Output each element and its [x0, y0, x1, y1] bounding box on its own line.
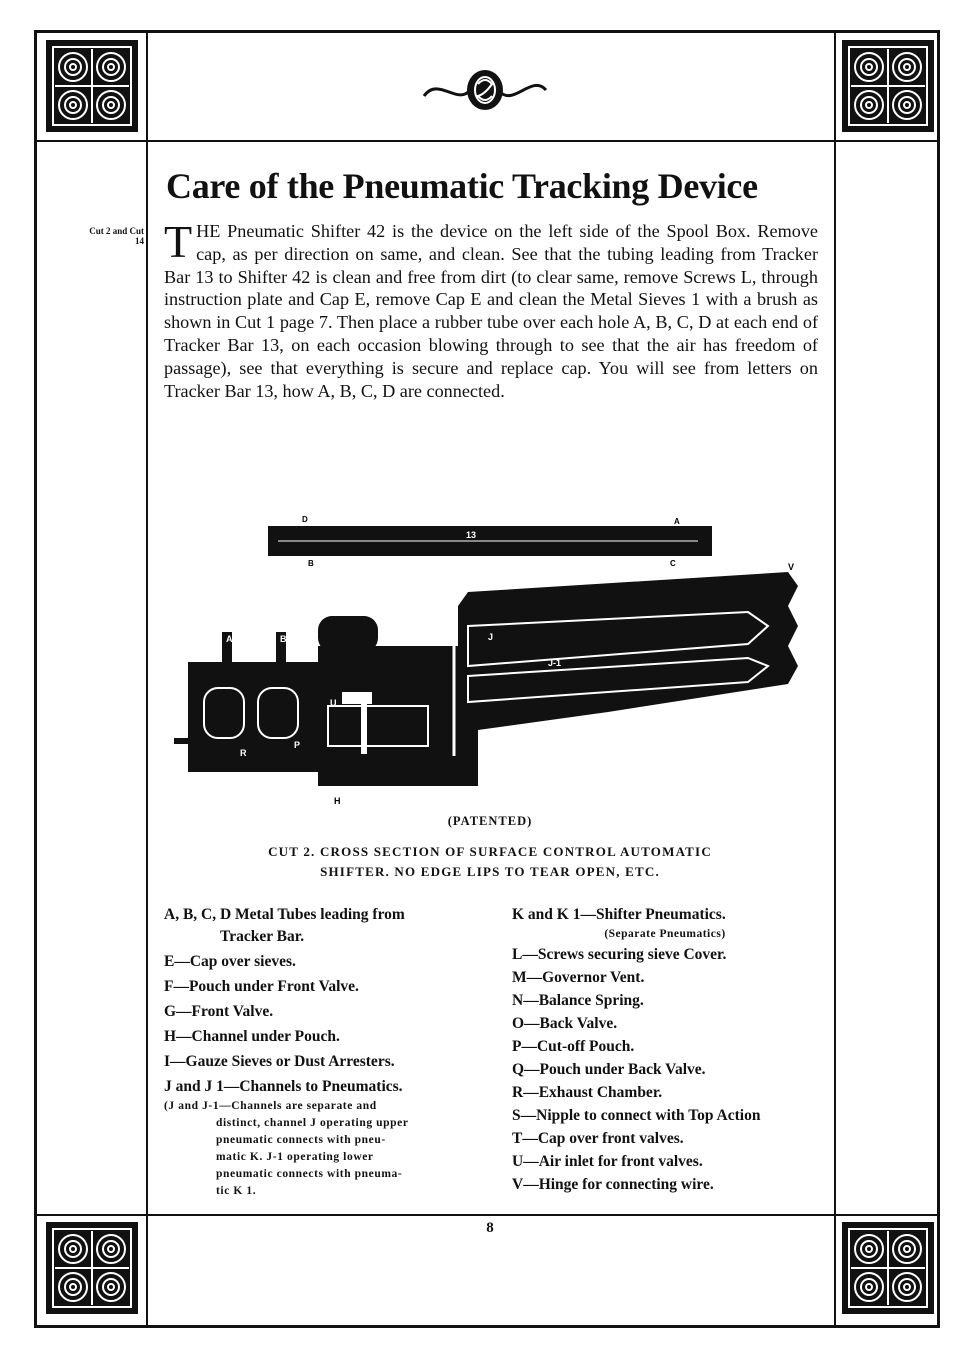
shifter-body	[188, 572, 798, 786]
corner-ornament-top-left	[46, 40, 138, 132]
page-title: Care of the Pneumatic Tracking Device	[166, 166, 758, 206]
caption-line-2: SHIFTER. NO EDGE LIPS TO TEAR OPEN, ETC.	[320, 864, 660, 879]
label-r: R	[240, 748, 247, 758]
legend-note-j-6: tic K 1.	[216, 1185, 257, 1197]
label-b-tube: B	[280, 634, 287, 644]
caption-line-1: CUT 2. CROSS SECTION OF SURFACE CONTROL AUTOMATIC	[268, 844, 712, 859]
top-margin-rule	[34, 140, 940, 142]
label-a: A	[674, 517, 680, 526]
label-u: U	[330, 698, 337, 708]
legend-item-h: H—Channel under Pouch.	[164, 1028, 340, 1045]
label-b: B	[308, 559, 314, 568]
intro-text: HE Pneumatic Shifter 42 is the device on the left side of the Spool Box. Remove cap, as per direction on same, and clean. See that the tubing leading from Tracker Bar 13 to Shifter 42 is clean and free from dirt (to clear same, remove Screws L, through instruction plate and Cap E, remove Cap E and clean the Metal Sieves 1 with a brush as shown in Cut 1 page 7. Then place a rubber tube over each hole A, B, C, D at each end of Tracker Bar 13, on each occasion blowing through to see that the air has freedom of passage), see that everything is secure and replace cap. You will see from letters on Tracker Bar 13, how A, B, C, D are connected.	[164, 221, 818, 401]
legend-item-v: V—Hinge for connecting wire.	[512, 1176, 714, 1193]
label-13: 13	[466, 530, 477, 540]
legend-right-column	[512, 904, 818, 1196]
margin-note: Cut 2 and Cut 14	[89, 226, 144, 246]
label-a-tube: A	[226, 634, 233, 644]
corner-ornament-bottom-right	[842, 1222, 934, 1314]
legend-note-j-2: distinct, channel J operating upper	[216, 1117, 409, 1129]
legend-note-j-4: matic K. J-1 operating lower	[216, 1151, 374, 1163]
legend-left-column	[164, 904, 468, 1200]
legend-item-j: J and J 1—Channels to Pneumatics.	[164, 1078, 403, 1095]
legend-item-q: Q—Pouch under Back Valve.	[512, 1061, 706, 1078]
legend-note-j-5: pneumatic connects with pneuma-	[216, 1168, 403, 1180]
legend-item-p: P—Cut-off Pouch.	[512, 1038, 635, 1055]
intro-paragraph	[164, 216, 818, 402]
legend-item-abcd-cont: Tracker Bar.	[220, 928, 305, 945]
legend-item-s: S—Nipple to connect with Top Action	[512, 1107, 761, 1124]
legend-item-e: E—Cap over sieves.	[164, 953, 296, 970]
left-margin-rule	[146, 30, 148, 1328]
legend-item-abcd: A, B, C, D Metal Tubes leading from	[164, 906, 405, 923]
legend-note-j-3: pneumatic connects with pneu-	[216, 1134, 386, 1146]
label-j1: J-1	[548, 658, 562, 668]
label-c: C	[670, 559, 676, 568]
corner-ornament-bottom-left	[46, 1222, 138, 1314]
shifter-cross-section-figure	[168, 516, 808, 812]
legend-item-o: O—Back Valve.	[512, 1015, 618, 1032]
legend-note-j-1: (J and J-1—Channels are separate and	[164, 1100, 377, 1112]
patent-notice: (PATENTED)	[447, 814, 533, 828]
legend-item-m: M—Governor Vent.	[512, 969, 645, 986]
bottom-margin-rule	[34, 1214, 940, 1216]
legend-item-k: K and K 1—Shifter Pneumatics.	[512, 906, 726, 923]
legend-item-i: I—Gauze Sieves or Dust Arresters.	[164, 1053, 395, 1070]
drop-cap: T	[164, 216, 193, 267]
page-number: 8	[486, 1220, 494, 1236]
legend-item-l: L—Screws securing sieve Cover.	[512, 946, 727, 963]
legend-item-g: G—Front Valve.	[164, 1003, 274, 1020]
label-v: V	[788, 562, 795, 572]
legend-item-n: N—Balance Spring.	[512, 992, 644, 1009]
label-h: H	[334, 796, 341, 806]
label-d: D	[302, 516, 308, 524]
legend-item-u: U—Air inlet for front valves.	[512, 1153, 703, 1170]
legend-item-r: R—Exhaust Chamber.	[512, 1084, 663, 1101]
legend-item-k-sub: (Separate Pneumatics)	[604, 928, 726, 940]
corner-ornament-top-right	[842, 40, 934, 132]
legend-item-f: F—Pouch under Front Valve.	[164, 978, 359, 995]
header-ornament-icon	[418, 66, 552, 114]
legend-item-t: T—Cap over front valves.	[512, 1130, 684, 1147]
right-margin-rule	[834, 30, 836, 1328]
figure-caption	[200, 842, 780, 882]
label-j: J	[488, 632, 494, 642]
label-p: P	[294, 740, 301, 750]
